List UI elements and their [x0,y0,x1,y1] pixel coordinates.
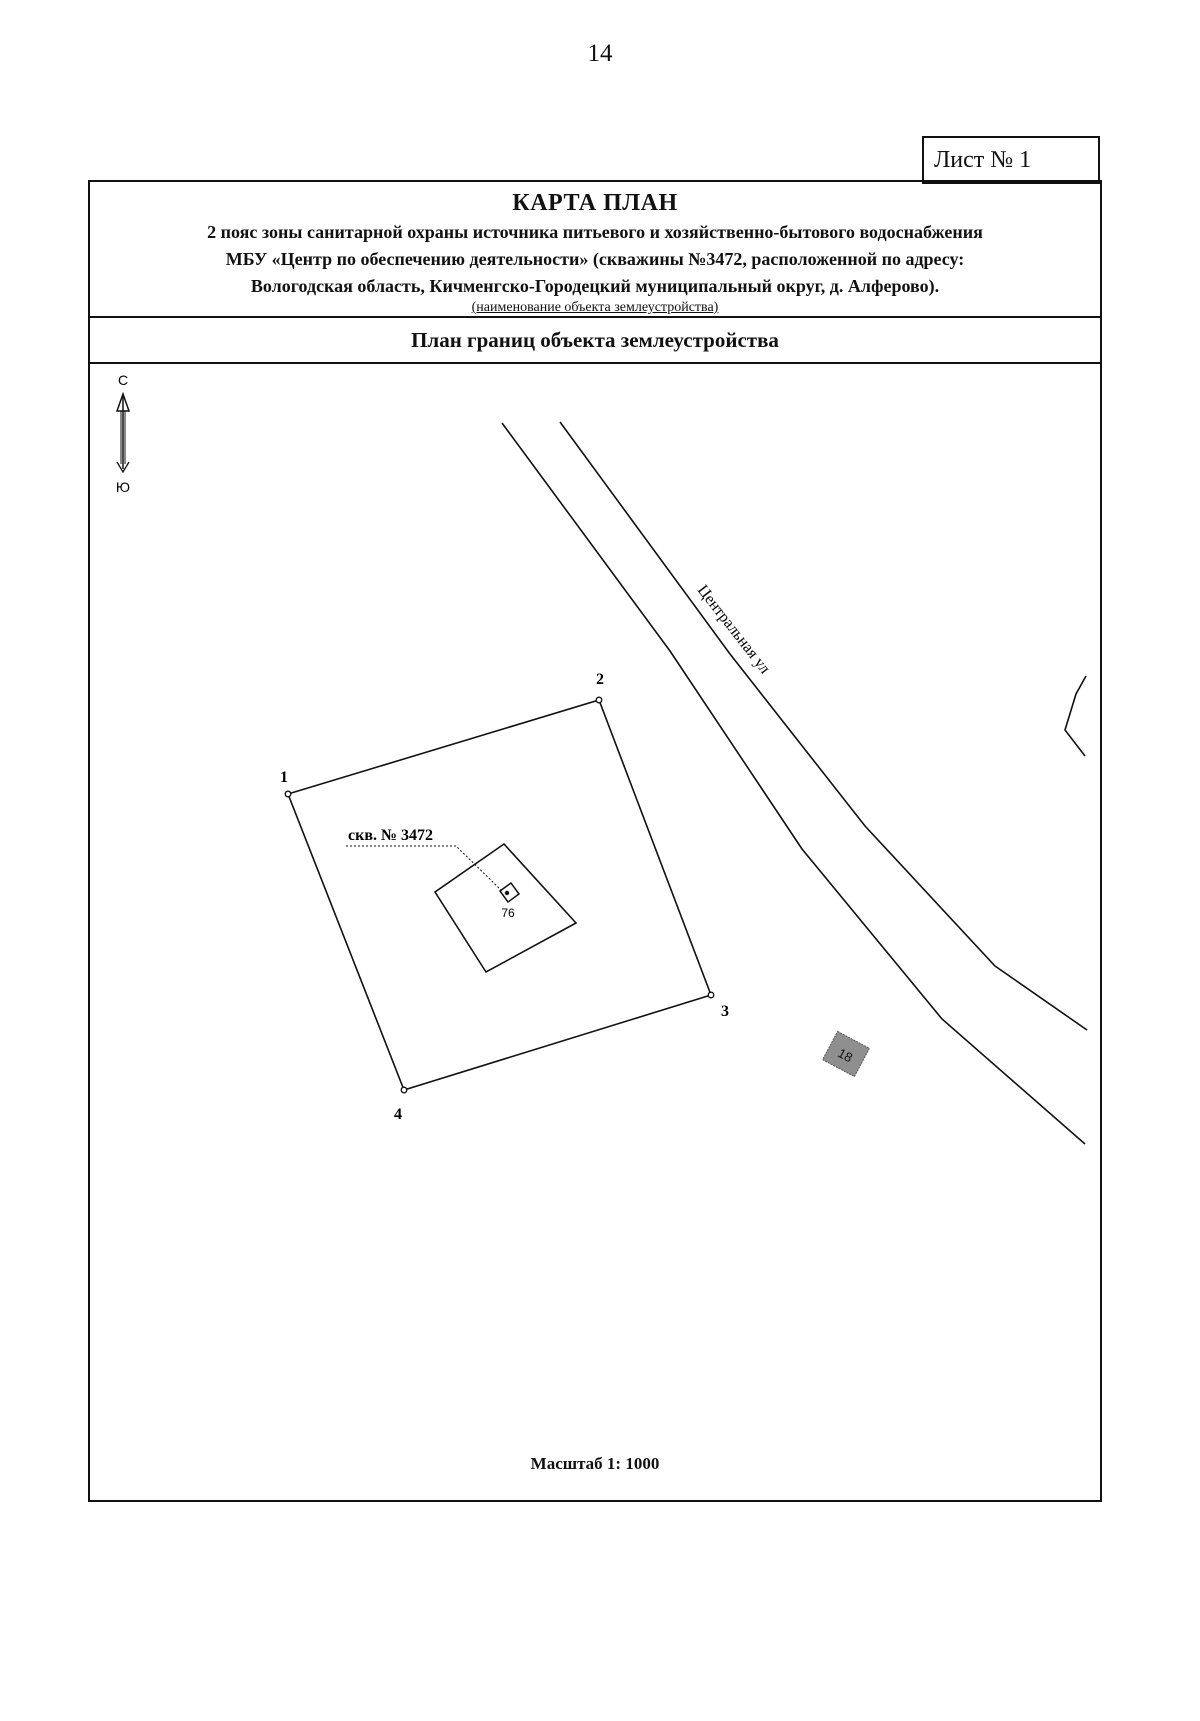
street-label: Центральная ул [693,581,774,677]
boundary-point-label: 2 [596,671,604,688]
header-divider [90,316,1100,318]
map-plan-frame [88,180,1102,1502]
object-caption: (наименование объекта землеустройства) [471,300,719,315]
compass-south-label: Ю [115,479,131,495]
description-line: МБУ «Центр по обеспечению деятельности» (скважины №3472, расположенной по адресу: [225,249,965,269]
plan-title: План границ объекта землеустройства [411,328,779,352]
building-number-label: 18 [835,1045,856,1066]
street-central [502,422,1087,1144]
north-arrow-icon [116,372,130,495]
map-description [90,219,1100,300]
building-18 [823,1031,870,1076]
sheet-number-box: Лист № 1 [922,136,1100,184]
scale-label: Масштаб 1: 1000 [530,1454,660,1473]
well-label: скв. № 3472 [348,827,434,844]
compass-north-label: С [117,372,129,388]
header-block [90,182,1100,315]
neighbour-parcel-contour [1065,676,1086,756]
well-3472 [346,827,519,920]
boundary-point-label: 1 [280,769,288,786]
well-number-mark: 76 [501,906,515,920]
description-line: 2 пояс зоны санитарной охраны источника питьевого и хозяйственно-бытового водоснабжения [207,222,983,242]
boundary-point-label: 3 [721,1003,729,1020]
description-line: Вологодская область, Кичменгско-Городецкий муниципальный округ, д. Алферово). [250,276,940,296]
page-number: 14 [587,40,613,67]
boundary-point-label: 4 [394,1106,402,1123]
map-area [90,364,1100,1500]
map-title: КАРТА ПЛАН [512,190,678,216]
